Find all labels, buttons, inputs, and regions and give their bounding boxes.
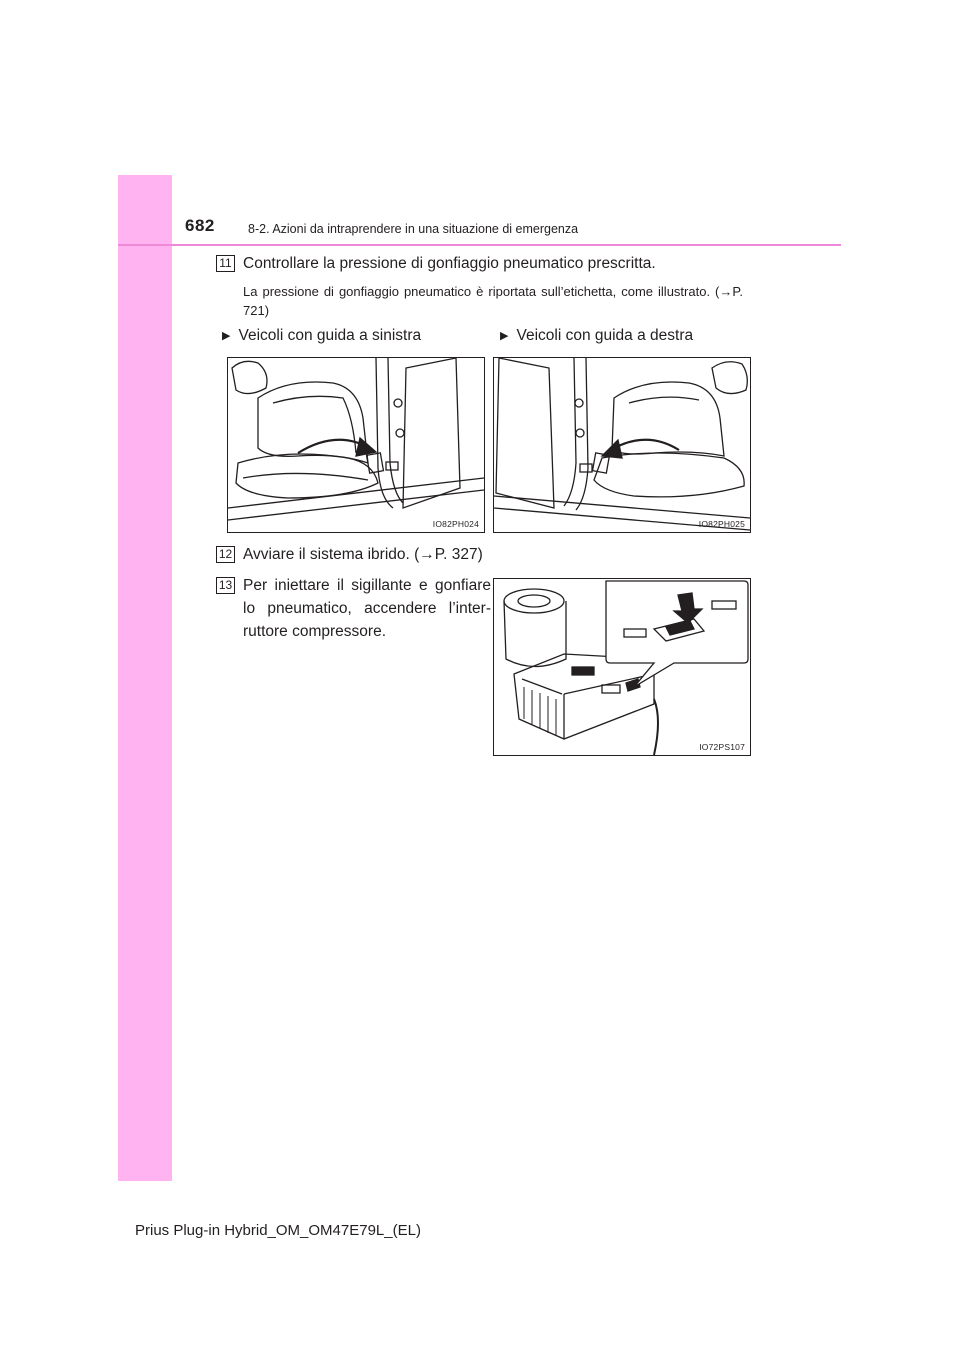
figure-left-hand-drive bbox=[227, 357, 485, 533]
step-11-note: La pressione di gonfiaggio pneumatico è riportata sull’etichetta, come illustrato. (→P. 721) bbox=[243, 284, 743, 318]
section-title: 8-2. Azioni da intraprendere in una situazione di emergenza bbox=[248, 222, 579, 236]
figure-id: IO72PS107 bbox=[699, 742, 745, 752]
step-number-12: 12 bbox=[216, 546, 235, 563]
figure-id: IO82PH024 bbox=[432, 519, 479, 529]
right-hand-drive-caption: ▶ Veicoli con guida a destra bbox=[500, 327, 694, 344]
page-number: 682 bbox=[185, 216, 215, 235]
figure-id: IO82PH025 bbox=[698, 519, 745, 529]
figure-compressor-switch bbox=[493, 578, 751, 756]
document-footer: Prius Plug-in Hybrid_OM_OM47E79L_(EL) bbox=[135, 1222, 421, 1239]
left-hand-drive-caption: ▶ Veicoli con guida a sinistra bbox=[222, 327, 422, 344]
triangle-bullet-icon: ▶ bbox=[500, 330, 509, 342]
side-tab-band bbox=[118, 175, 172, 1181]
triangle-bullet-icon: ▶ bbox=[222, 330, 231, 342]
step-11-text: Controllare la pressione di gonfiaggio pneumatico prescritta. bbox=[243, 255, 656, 272]
header-divider bbox=[118, 244, 841, 246]
step-number-13: 13 bbox=[216, 577, 235, 594]
figure-right-hand-drive bbox=[493, 357, 751, 533]
step-12-text: Avviare il sistema ibrido. (→P. 327) bbox=[243, 546, 483, 563]
step-13-text: Per iniettare il sigillante e gonfiare lo pneumatico, accendere l’inter-ruttore compressore. bbox=[243, 577, 491, 640]
step-number-11: 11 bbox=[216, 255, 235, 272]
